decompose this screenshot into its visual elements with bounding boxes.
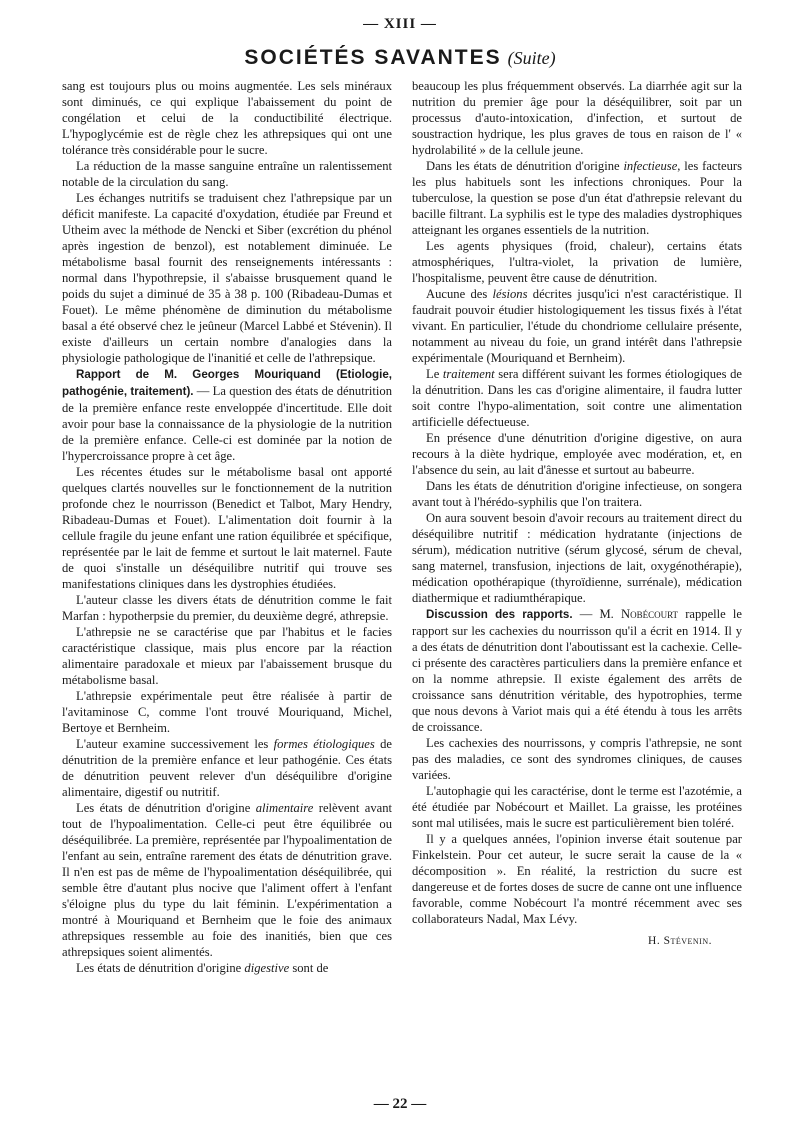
discussion-heading: Discussion des rapports. [426,608,573,621]
text-run: , les facteurs les plus habituels sont les infections chroniques. Pour la tuberculose, la question se pose d'un état d'athrepsie relevant du bacille filtrant. La syphilis est le type des maladies dystrophiques atteignant les organes essentiels de la nutrition. [412,159,742,237]
text-run: L'auteur examine successivement les [76,737,274,751]
paragraph: Il y a quelques années, l'opinion inverse était soutenue par Finkelstein. Pour cet auteur, le sucre serait la cause de la « décomposition ». En réalité, la restriction du sucre est dangereuse et de fortes doses de sucre de canne ont une influence favorable, comme Nobécourt l'a montré récemment avec ses collaborateurs Nadal, Max Lévy. [412,832,742,926]
author-signature: H. Stévenin. [648,935,712,947]
text-run: Les états de dénutrition d'origine [76,961,245,975]
text-run: sont de [289,961,329,975]
paragraph: sang est toujours plus ou moins augmentée. Les sels minéraux sont diminués, ce qui explique l'abaissement du point de congélation et celui de la conductibilité électrique. L'hypoglycémie est de règle chez les athrepsiques qui ont une tolérance très considérable pour le sucre. [62,79,392,157]
paragraph: En présence d'une dénutrition d'origine digestive, on aura recours à la diète hydrique, employée avec modération, et, en l'absence du sein, au lait d'ânesse et surtout au babeurre. [412,431,742,477]
paragraph: La réduction de la masse sanguine entraîne un ralentissement notable de la circulation du sang. [62,159,392,189]
paragraph: Les cachexies des nourrissons, y compris l'athrepsie, ne sont pas des maladies, ce sont des syndromes cliniques, de causes variées. [412,736,742,782]
roman-page-marker: — XIII — [363,16,437,32]
paragraph: beaucoup les plus fréquemment observés. La diarrhée agit sur la nutrition du premier âge pour la déséquilibrer, soit par un processus d'auto-intoxication, d'infection, et surtout de soustraction hydrique, les plus graves de tous en raison de l' « hydrolabilité » de la cellule jeune. [412,79,742,157]
text-run: Aucune des [426,287,493,301]
left-column [62,78,392,976]
report-heading: Rapport de M. Georges Mouriquand (Etiologie, pathogénie, traitement). [62,368,392,398]
text-run: rappelle le rapport sur les cachexies du nourrisson qu'il a écrit en 1914. Il y a des états de dénutrition dont l'aboutissant est la cachexie. Celle-ci présente des caractères particuliers dans la première enfance et on la nomme athrepsie. Il existe également des arrêts de croissance sans dénutrition véritable, des hypotrophies, terme que nous devons à Variot mais qui a été étendu à tous les arrêts de croissance. [412,607,742,734]
paragraph [62,960,392,976]
page-number: — 22 — [373,1096,427,1112]
section-title-suite: (Suite) [507,48,556,68]
paragraph: L'autophagie qui les caractérise, dont le terme est l'azotémie, a été étudiée par Nobécourt et Maillet. La graisse, les protéines sont mal utilisées, mais le sucre est particulièrement bien toléré. [412,784,742,830]
text-run: sera différent suivant les formes étiologiques de la dénutrition. Dans les cas d'origine alimentaire, il faudra lutter soit contre l'hypo-alimentation, soit contre une alimentation artificielle défectueuse. [412,367,742,429]
paragraph [412,286,742,366]
text-run: relèvent avant tout de l'hypoalimentation. Celle-ci peut être équilibrée ou déséquilibrée. La première, représentée par l'hypoalimentation de l'enfant au sein, entraîne rarement des états de dénutrition grave. Il n'en est pas de même de l'hypoalimentation déséquilibrée, qui semble être d'autant plus nocive que l'aliment offert à l'enfant s'éloigne plus du type du lait féminin. L'expérimentation a montré à Mouriquand et Bernheim que le foie des animaux athrepsiques ressemble au foie des inanitiés, bien que ces athrepsiques soient alimentés. [62,801,392,959]
paragraph [412,158,742,238]
report-text: — La question des états de dénutrition de la première enfance reste enveloppée d'incertitude. Elle doit avoir pour base la connaissance de la physiologie de la nutrition de la première enfance. Celle-ci est dominée par la notion de l'hypercroissance propre à cet âge. [62,384,392,463]
paragraph: L'athrepsie expérimentale peut être réalisée à partir de l'avitaminose C, comme l'ont trouvé Mouriquand, Michel, Bertoye et Bernheim. [62,689,392,735]
text-run: décrites jusqu'ici n'est caractéristique. Il faudrait pouvoir étudier histologiquement les tissus fixés à l'état vivant. En particulier, l'étude du chondriome cellulaire présente, notamment au niveau du foie, un grand intérêt dans l'athrepsie expérimentale (Mouriquand et Bernheim). [412,287,742,365]
discussion-paragraph [412,606,742,735]
italic-term: digestive [244,961,290,975]
italic-term: alimentaire [255,801,314,815]
paragraph [62,736,392,800]
text-run: — M. [572,607,621,621]
paragraph: Les agents physiques (froid, chaleur), certains états atmosphériques, l'ultra-violet, la privation de lumière, l'hospitalisme, peuvent être cause de dénutrition. [412,239,742,285]
paragraph: On aura souvent besoin d'avoir recours au traitement direct du déséquilibre nutritif : médication hydratante (injections de sérum), médication nutritive (sérum glycosé, sérum de cheval, sang maternel, transfusion, injections de lait, oxygénothérapie), médication opothérapique (thyroïdienne, surrénale), médication diathermique et radiumthérapique. [412,511,742,605]
paragraph: L'athrepsie ne se caractérise que par l'habitus et le facies caractéristique classique, mais plus encore par la réaction alimentaire paradoxale et mieux par l'abaissement brusque du métabolisme basal. [62,625,392,687]
italic-term: formes étiologiques [273,737,375,751]
paragraph [62,800,392,960]
italic-term: traitement [442,367,495,381]
author-name: Nobécourt [620,607,679,621]
text-run: de dénutrition de la première enfance et leur pathogénie. Ces états de dénutrition peuvent relever d'un déséquilibre d'origine alimentaire, digestif ou nutritif. [62,737,392,799]
report-paragraph [62,366,392,464]
paragraph: L'auteur classe les divers états de dénutrition comme le fait Marfan : hypotherpsie du premier, du deuxième degré, athrepsie. [62,593,392,623]
section-title-text: SOCIÉTÉS SAVANTES [244,46,502,69]
italic-term: lésions [492,287,528,301]
text-run: Le [426,367,443,381]
section-title [0,46,800,70]
text-run: Dans les états de dénutrition d'origine [426,159,624,173]
paragraph: Dans les états de dénutrition d'origine infectieuse, on songera avant tout à l'hérédo-syphilis que l'on traitera. [412,479,742,509]
right-column [412,78,742,949]
text-run: Les états de dénutrition d'origine [76,801,256,815]
paragraph: Les récentes études sur le métabolisme basal ont apporté quelques clartés nouvelles sur le fonctionnement de la nutrition profonde chez le nourrisson (Benedict et Talbot, Mary Hendry, Ribadeau-Dumas et Fouet). L'alimentation doit fournir à la cellule fragile du jeune enfant une ration équilibrée et spécifique, représentée par le lait de femme et surtout le lait maternel. Faute de quoi s'installe un déséquilibre nutritif qui trouve ses manifestations cliniques dans les dystrophies étudiées. [62,465,392,591]
italic-term: infectieuse [623,159,678,173]
paragraph [412,366,742,430]
paragraph: Les échanges nutritifs se traduisent chez l'athrepsique par un déficit manifeste. La capacité d'oxydation, étudiée par Freund et Utheim avec la méthode de Nencki et Siber (excrétion du phénol après ingestion de benzol), est notablement diminuée. Le métabolisme basal fournit des renseignements intéressants : normal dans l'hypothrepsie, il s'abaisse brusquement quand le poids du sujet a diminué de 35 à 38 p. 100 (Ribadeau-Dumas et Fouet). Le même phénomène de diminution du métabolisme basal a été observé chez le jeûneur (Marcel Labbé et Stévenin). Il existe d'ailleurs un certain nombre d'analogies dans la physiologie pathologique de l'inanitié et celle de l'athrepsique. [62,191,392,365]
